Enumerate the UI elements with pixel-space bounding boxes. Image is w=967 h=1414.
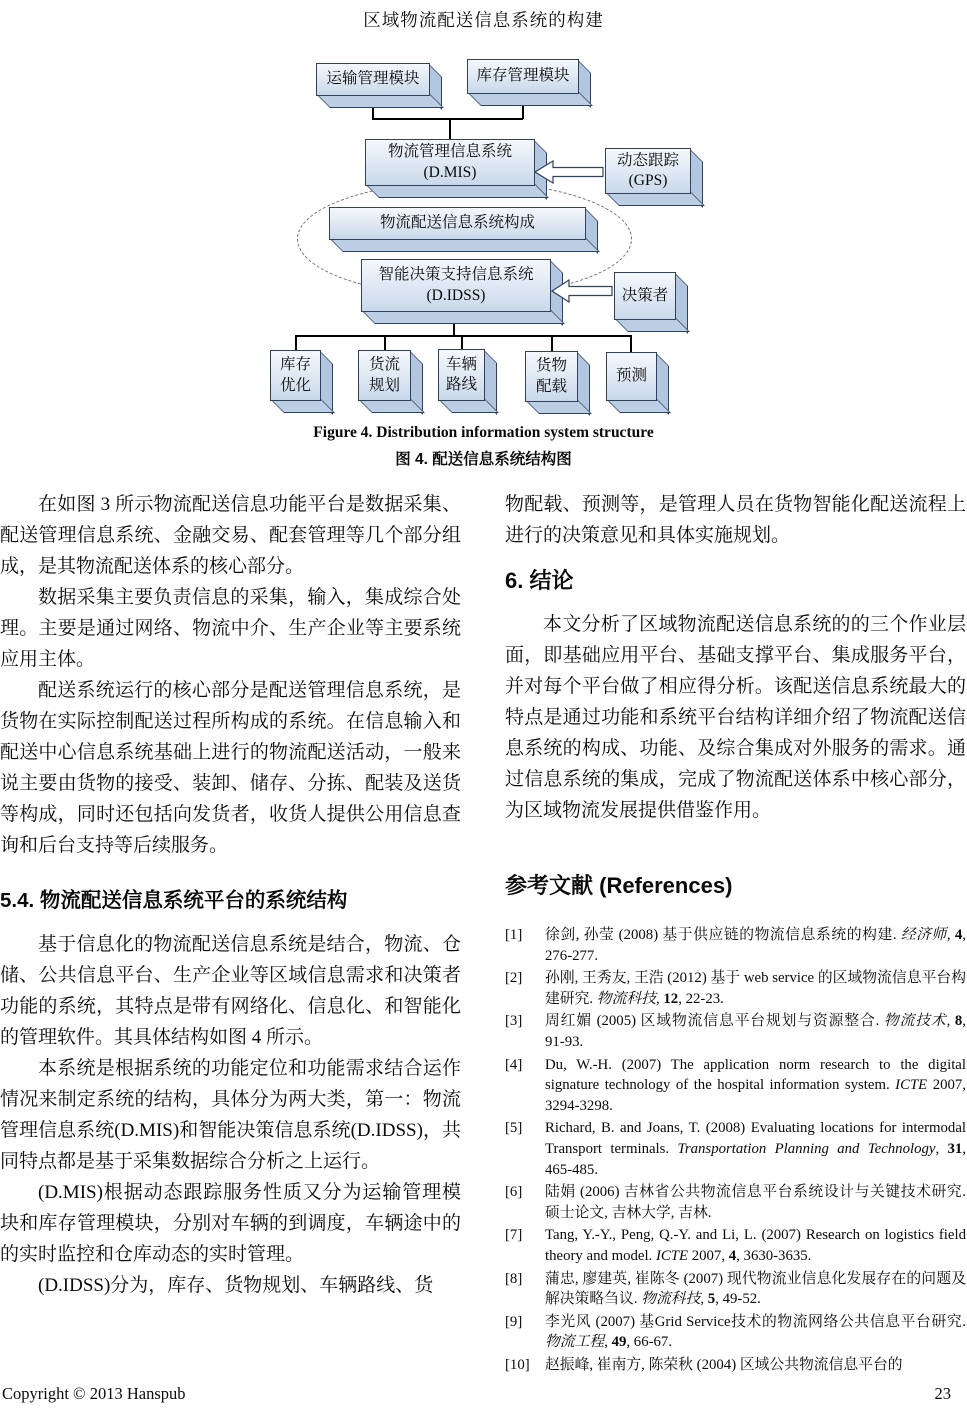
- reference-item: [505, 1269, 966, 1310]
- connector-line: [461, 335, 463, 350]
- reference-number: [9]: [505, 1313, 523, 1330]
- reference-item: [505, 1055, 966, 1117]
- paragraph: 本系统是根据系统的功能定位和功能需求结合运作情况来制定系统的结构，具体分为两大类，第一：物流管理信息系统(D.MIS)和智能决策信息系统(D.IDSS)，共同特点都是基于采集数据综合分析之上运行。: [0, 1058, 461, 1172]
- reference-number: [6]: [505, 1184, 523, 1201]
- page-number: 23: [934, 1384, 951, 1403]
- box-label: 物流管理信息系统 (D.MIS): [387, 143, 512, 181]
- box-label: 库存管理模块: [476, 67, 570, 85]
- page-title: 区域物流配送信息系统的构建: [363, 10, 604, 30]
- copyright-text: Copyright © 2013 Hanspub: [2, 1384, 186, 1403]
- reference-number: [7]: [505, 1227, 523, 1244]
- section-heading-6: 6. 结论: [505, 568, 574, 593]
- box-dmis: [365, 139, 533, 184]
- paragraph: (D.IDSS)分为，库存、货物规划、车辆路线、货: [38, 1275, 434, 1296]
- reference-text: Tang, Y.-Y., Peng, Q.-Y. and Li, L. (2007) Research on logistics field theory and model. ICTE 2007, 4, 3630-3635.: [545, 1227, 966, 1264]
- box-label: 运输管理模块: [326, 70, 420, 88]
- reference-text: Richard, B. and Joans, T. (2008) Evaluating locations for intermodal Transport terminals. Transportation Planning and Technology, 31, 465-485.: [545, 1120, 966, 1178]
- reference-text: 周红媚 (2005) 区域物流信息平台规划与资源整合. 物流技术, 8, 91-93.: [545, 1013, 966, 1050]
- reference-text: 李光风 (2007) 基Grid Service技术的物流网络公共信息平台研究. 物流工程, 49, 66-67.: [545, 1313, 966, 1351]
- box-label: 物流配送信息系统构成: [379, 214, 535, 232]
- box-didss: [361, 259, 549, 310]
- paragraph: 物配载、预测等，是管理人员在货物智能化配送流程上进行的决策意见和具体实施规划。: [505, 494, 966, 546]
- reference-item: [505, 1011, 966, 1052]
- box-label: 决策者: [621, 286, 669, 304]
- connector-line: [384, 335, 386, 351]
- paragraph: 数据采集主要负责信息的采集，输入，集成综合处理。主要是通过网络、物流中介、生产企业等主要系统应用主体。: [0, 587, 461, 670]
- box-gps-tracking: [605, 148, 689, 192]
- box-transport-module: [316, 63, 428, 94]
- reference-item: [505, 968, 966, 1009]
- reference-number: [3]: [505, 1013, 523, 1030]
- reference-item: [505, 1182, 966, 1223]
- connector-line: [449, 118, 451, 140]
- paragraph: 本文分析了区域物流配送信息系统的的三个作业层面，即基础应用平台、基础支撑平台、集成服务平台，并对每个平台做了相应得分析。该配送信息系统最大的特点是通过功能和系统平台结构详细介绍了物流配送信息系统的构成、功能、及综合集成对外服务的需求。通过信息系统的集成，完成了物流配送体系中核心部分，为区域物流发展提供借鉴作用。: [505, 614, 966, 821]
- box-system-composition: [329, 207, 584, 238]
- reference-text: 徐剑, 孙莹 (2008) 基于供应链的物流信息系统的构建. 经济师, 4, 276-277.: [545, 927, 966, 964]
- section-heading-5-4: 5.4. 物流配送信息系统平台的系统结构: [0, 889, 348, 912]
- reference-number: [5]: [505, 1120, 523, 1137]
- reference-item: [505, 1118, 966, 1180]
- reference-item: [505, 1355, 966, 1376]
- left-arrow-icon: [534, 160, 604, 184]
- reference-number: [8]: [505, 1270, 523, 1287]
- references-list: [505, 925, 966, 1375]
- connector-line: [551, 335, 553, 352]
- box-label: 智能决策支持信息系统 (D.IDSS): [378, 266, 534, 304]
- connector-line: [295, 335, 297, 351]
- paragraph: 在如图 3 所示物流配送信息功能平台是数据采集、配送管理信息系统、金融交易、配套管理等几个部分组成，是其物流配送体系的核心部分。: [0, 494, 461, 577]
- box-label: 车辆 路线: [445, 355, 477, 393]
- reference-item: [505, 1312, 966, 1353]
- paragraph: (D.MIS)根据动态跟踪服务性质又分为运输管理模块和库存管理模块，分别对车辆的到调度，车辆途中的的实时监控和仓库动态的实时管理。: [0, 1182, 461, 1265]
- right-column: [505, 489, 966, 1377]
- box-label: 动态跟踪 (GPS): [616, 151, 679, 189]
- box-cargo-flow-planning: [358, 350, 409, 399]
- reference-text: Du, W.-H. (2007) The application norm research to the digital signature technology of the hospital information system. ICTE 2007, 3294-3298.: [545, 1056, 966, 1114]
- box-label: 货流 规划: [368, 356, 400, 394]
- figure-caption-zh: 图 4. 配送信息系统结构图: [395, 451, 572, 468]
- reference-item: [505, 925, 966, 966]
- connector-line: [295, 335, 631, 337]
- connector-line: [372, 118, 523, 120]
- box-label: 库存 优化: [279, 356, 311, 394]
- reference-text: 赵振峰, 崔南方, 陈荣秋 (2004) 区域公共物流信息平台的: [545, 1356, 903, 1373]
- references-heading: 参考文献 (References): [505, 873, 733, 898]
- reference-text: 蒲忠, 廖建英, 崔陈冬 (2007) 现代物流业信息化发展存在的问题及解决策略刍议. 物流科技, 5, 49-52.: [545, 1270, 966, 1308]
- reference-item: [505, 1225, 966, 1266]
- box-inventory-module: [467, 59, 577, 92]
- box-cargo-loading: [525, 351, 576, 400]
- reference-number: [4]: [505, 1056, 523, 1073]
- paragraph: 配送系统运行的核心部分是配送管理信息系统，是货物在实际控制配送过程所构成的系统。在信息输入和配送中心信息系统基础上进行的物流配送活动，一般来说主要由货物的接受、装卸、储存、分拣、配装及送货等构成，同时还包括向发货者，收货人提供公用信息查询和后台支持等后续服务。: [0, 680, 461, 856]
- reference-text: 孙刚, 王秀友, 王浩 (2012) 基于 web service 的区域物流信息平台构建研究. 物流科技, 12, 22-23.: [545, 970, 966, 1007]
- reference-text: 陆娟 (2006) 吉林省公共物流信息平台系统设计与关键技术研究. 硕士论文, 吉林大学, 吉林.: [545, 1184, 966, 1221]
- paragraph: 基于信息化的物流配送信息系统是结合，物流、仓储、公共信息平台、生产企业等区域信息需求和决策者功能的系统，其特点是带有网络化、信息化、和智能化的管理软件。其具体结构如图 4 所示。: [0, 934, 461, 1048]
- box-vehicle-routing: [438, 349, 483, 399]
- reference-number: [2]: [505, 970, 523, 987]
- box-decision-maker: [614, 272, 674, 318]
- reference-number: [10]: [505, 1356, 530, 1373]
- box-label: 货物 配载: [535, 357, 567, 395]
- box-forecast: [606, 352, 655, 399]
- box-inventory-optimization: [270, 350, 319, 399]
- figure-caption-en: Figure 4. Distribution information system structure: [313, 424, 654, 441]
- connector-line: [630, 335, 632, 353]
- left-column: [0, 489, 461, 1377]
- reference-number: [1]: [505, 927, 523, 943]
- body-columns: [0, 489, 967, 1377]
- box-label: 预测: [615, 367, 647, 385]
- left-arrow-icon: [551, 279, 613, 303]
- connector-line: [453, 322, 455, 336]
